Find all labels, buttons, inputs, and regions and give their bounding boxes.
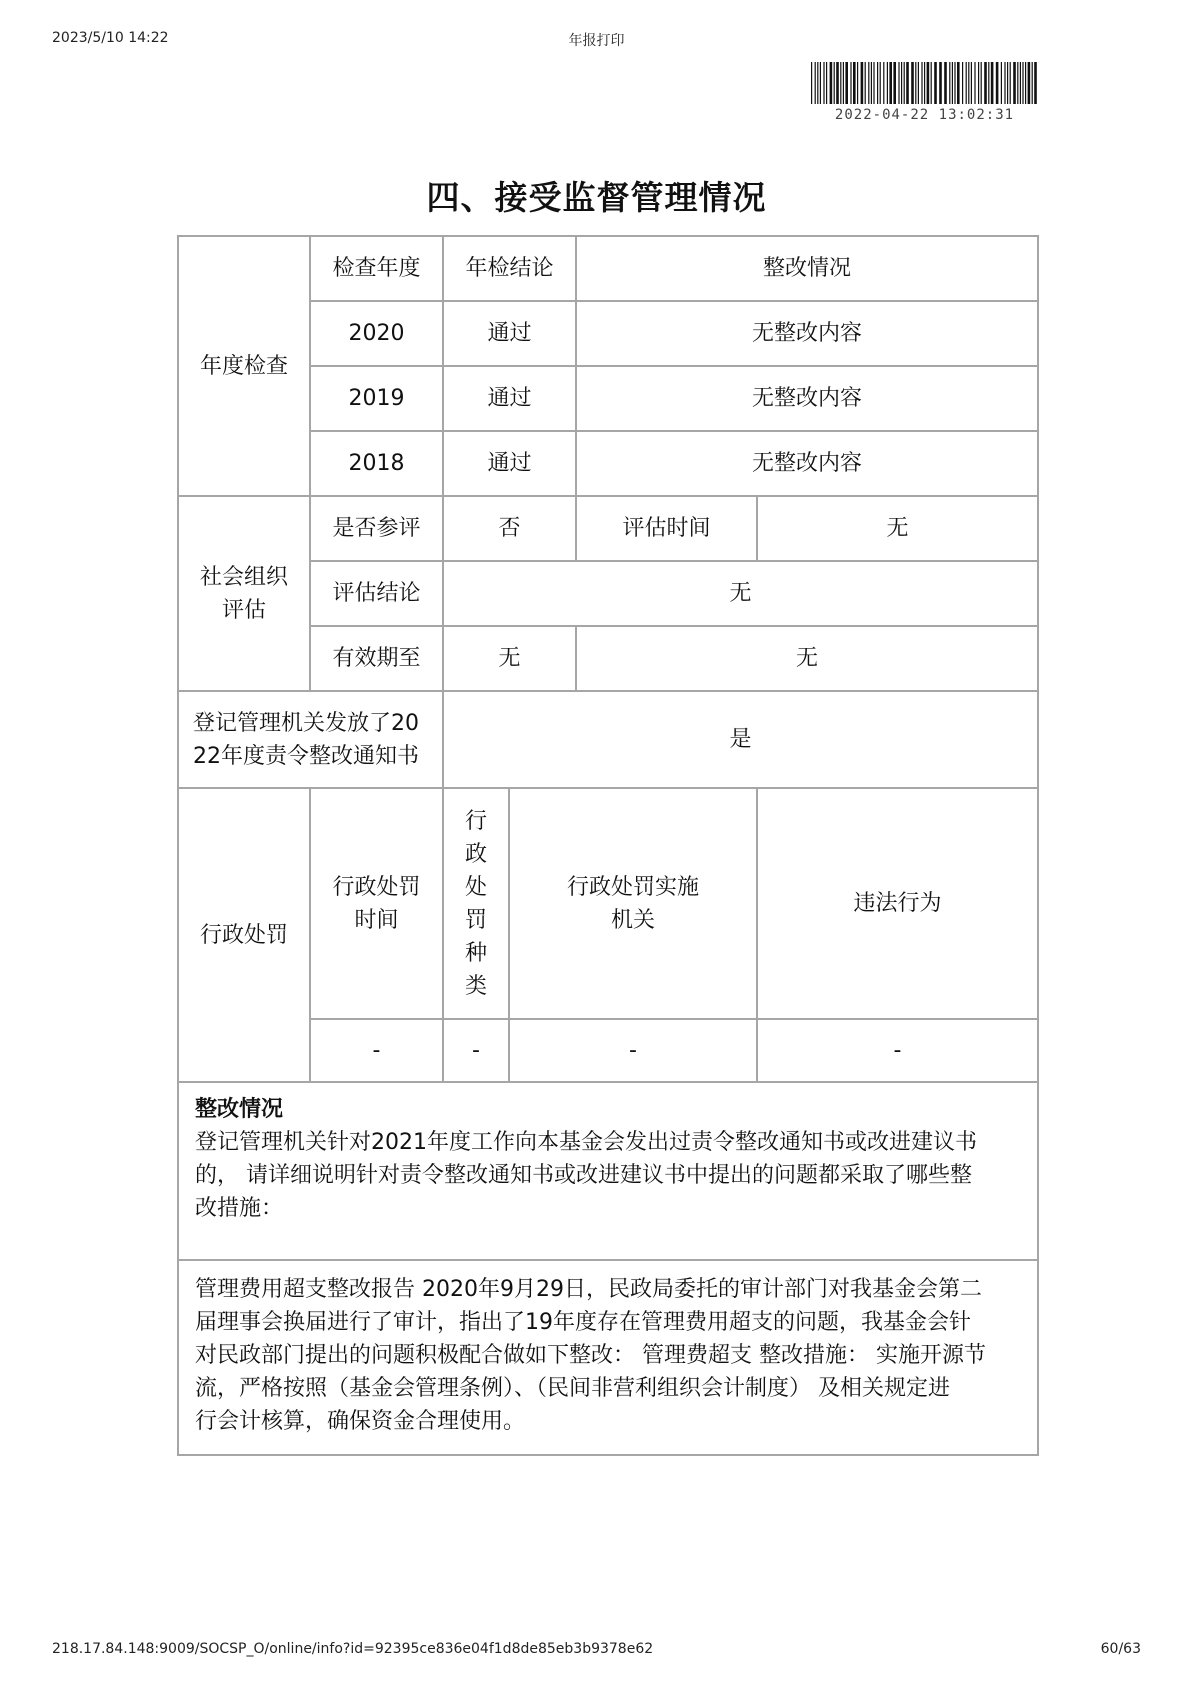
notice-label-line1: 登记管理机关发放了20 <box>193 710 419 736</box>
inspection-year: 2018 <box>310 431 443 496</box>
inspection-rectification: 无整改内容 <box>576 431 1038 496</box>
rectification-question <box>178 1082 1038 1260</box>
barcode-timestamp: 2022-04-22 13:02:31 <box>834 107 1015 123</box>
col-inspection-conclusion: 年检结论 <box>443 236 576 301</box>
penalty-agency-value: - <box>509 1019 757 1082</box>
print-datetime: 2023/5/10 14:22 <box>52 30 169 46</box>
col-penalty-type <box>443 788 509 1019</box>
col-penalty-time <box>310 788 443 1019</box>
eval-time-value: 无 <box>757 496 1038 561</box>
penalty-type-char: 行 <box>464 808 487 834</box>
valid-until-label: 有效期至 <box>310 626 443 691</box>
supervision-table <box>177 235 1039 1456</box>
question-line: 的， 请详细说明针对责令整改通知书或改进建议书中提出的问题都采取了哪些整 <box>195 1163 972 1188</box>
eval-conclusion-label: 评估结论 <box>310 561 443 626</box>
valid-until-value-2: 无 <box>576 626 1038 691</box>
social-eval-label <box>178 496 310 691</box>
inspection-rectification: 无整改内容 <box>576 301 1038 366</box>
participated-label: 是否参评 <box>310 496 443 561</box>
rectification-answer <box>178 1260 1038 1455</box>
penalty-time-line1: 行政处罚 <box>332 874 421 900</box>
inspection-conclusion: 通过 <box>443 431 576 496</box>
annual-inspection-label: 年度检查 <box>178 236 310 496</box>
eval-time-label: 评估时间 <box>576 496 757 561</box>
penalty-type-char: 种 <box>464 940 487 966</box>
inspection-rectification: 无整改内容 <box>576 366 1038 431</box>
answer-line: 流，严格按照（基金会管理条例）、（民间非营利组织会计制度） 及相关规定进 <box>195 1376 950 1401</box>
penalty-type-char: 政 <box>464 841 487 867</box>
page-number: 60/63 <box>1100 1641 1141 1657</box>
answer-line: 届理事会换届进行了审计，指出了19年度存在管理费用超支的问题，我基金会针 <box>195 1310 971 1335</box>
col-violation: 违法行为 <box>757 788 1038 1019</box>
penalty-time-value: - <box>310 1019 443 1082</box>
notice-value: 是 <box>443 691 1038 788</box>
participated-value: 否 <box>443 496 576 561</box>
notice-label-line2: 22年度责令整改通知书 <box>193 743 419 769</box>
penalty-type-char: 罚 <box>464 907 487 933</box>
penalty-time-line2: 时间 <box>354 907 399 933</box>
penalty-type-value: - <box>443 1019 509 1082</box>
col-inspection-year: 检查年度 <box>310 236 443 301</box>
answer-line: 管理费用超支整改报告 2020年9月29日，民政局委托的审计部门对我基金会第二 <box>195 1277 982 1302</box>
violation-value: - <box>757 1019 1038 1082</box>
social-eval-label-line2: 评估 <box>221 597 266 623</box>
eval-conclusion-value: 无 <box>443 561 1038 626</box>
col-penalty-agency <box>509 788 757 1019</box>
penalty-type-char: 处 <box>464 874 487 900</box>
question-line: 改措施： <box>195 1196 284 1221</box>
penalty-agency-line1: 行政处罚实施 <box>567 874 700 900</box>
inspection-year: 2020 <box>310 301 443 366</box>
footer-url: 218.17.84.148:9009/SOCSP_O/online/info?id=92395ce836e04f1d8de85eb3b9378e62 <box>52 1641 654 1657</box>
inspection-conclusion: 通过 <box>443 301 576 366</box>
barcode-image <box>811 62 1038 104</box>
answer-line: 行会计核算，确保资金合理使用。 <box>195 1409 526 1434</box>
print-title: 年报打印 <box>568 33 625 49</box>
rectification-heading: 整改情况 <box>195 1097 284 1122</box>
col-rectification: 整改情况 <box>576 236 1038 301</box>
answer-line: 对民政部门提出的问题积极配合做如下整改： 管理费超支 整改措施： 实施开源节 <box>195 1343 986 1368</box>
section-title: 四、接受监督管理情况 <box>426 178 767 217</box>
penalty-type-char: 类 <box>464 973 487 999</box>
social-eval-label-line1: 社会组织 <box>199 564 288 590</box>
notice-label <box>178 691 443 788</box>
penalty-label: 行政处罚 <box>178 788 310 1082</box>
inspection-year: 2019 <box>310 366 443 431</box>
valid-until-value: 无 <box>443 626 576 691</box>
inspection-conclusion: 通过 <box>443 366 576 431</box>
question-line: 登记管理机关针对2021年度工作向本基金会发出过责令整改通知书或改进建议书 <box>195 1130 977 1155</box>
penalty-agency-line2: 机关 <box>611 907 656 933</box>
